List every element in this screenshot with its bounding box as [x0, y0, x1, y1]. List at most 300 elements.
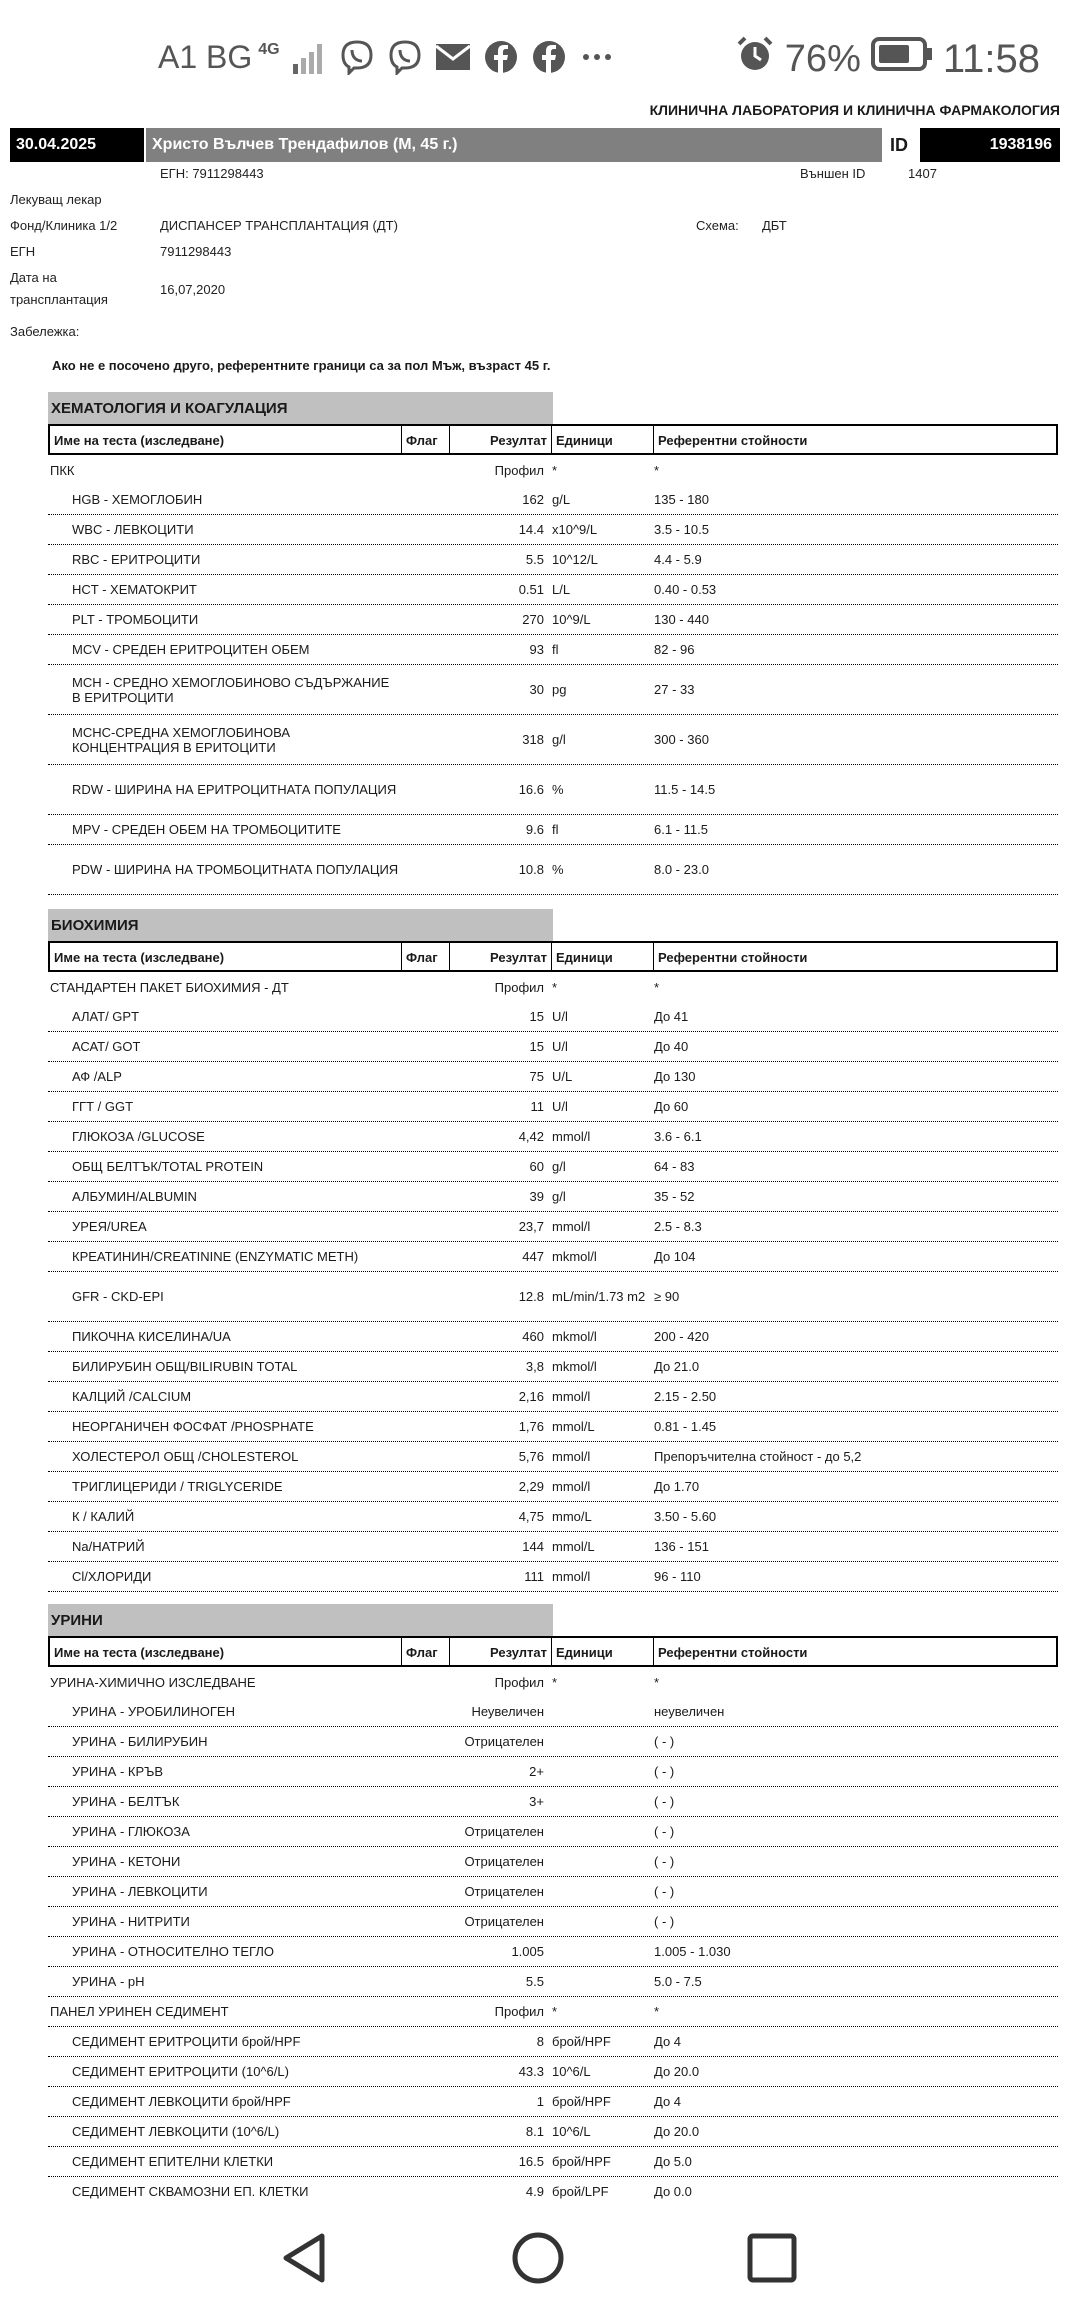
table-row	[48, 1152, 1058, 1182]
fund-label: Фонд/Клиника 1/2	[10, 218, 118, 233]
table-row	[48, 2027, 1058, 2057]
table-row	[48, 1877, 1058, 1907]
cell-reference: До 41	[654, 1009, 689, 1024]
transplant-label-line-1: Дата на	[10, 270, 57, 285]
cell-reference: 136 - 151	[654, 1539, 709, 1554]
table-row	[48, 2117, 1058, 2147]
cell-reference: До 0.0	[654, 2184, 692, 2199]
cell-test-name: ПИКОЧНА КИСЕЛИНА/UA	[72, 1329, 231, 1344]
cell-reference: До 40	[654, 1039, 689, 1054]
cell-test-name: БИЛИРУБИН ОБЩ/BILIRUBIN TOTAL	[72, 1359, 298, 1374]
patient-bar	[10, 128, 1060, 162]
header-result: Резултат	[450, 1638, 552, 1665]
cell-reference: 200 - 420	[654, 1329, 709, 1344]
cell-test-name: СЕДИМЕНТ ЕРИТРОЦИТИ брой/HPF	[72, 2034, 301, 2049]
cell-unit: 10^9/L	[552, 612, 591, 627]
cell-test-name: УРИНА - pH	[72, 1974, 145, 1989]
cell-test-name: ПКК	[50, 462, 75, 478]
mail-icon	[434, 38, 472, 76]
cell-result: 1,76	[518, 1419, 544, 1434]
cell-unit: mmol/l	[552, 1569, 591, 1584]
cell-unit: U/l	[552, 1099, 568, 1114]
cell-reference: До 1.70	[654, 1479, 700, 1494]
recents-icon[interactable]	[744, 2230, 800, 2286]
cell-unit: U/L	[552, 1069, 573, 1084]
transplant-label-line-2: трансплантация	[10, 292, 108, 307]
facebook-icon	[530, 38, 568, 76]
reference-note: Ако не е посочено друго, референтните граници са за пол Мъж, възраст 45 г.	[52, 358, 551, 373]
table-row	[48, 665, 1058, 715]
cell-test-name: HCT - ХЕМАТОКРИТ	[72, 582, 197, 597]
external-id-value: 1407	[908, 166, 937, 181]
cell-reference: 130 - 440	[654, 612, 709, 627]
cell-test-name: УРИНА - ГЛЮКОЗА	[72, 1824, 190, 1839]
cell-test-name: WBC - ЛЕВКОЦИТИ	[72, 522, 194, 537]
table-row	[48, 575, 1058, 605]
cell-unit: g/l	[552, 1189, 566, 1204]
remark-label: Забележка:	[10, 324, 80, 339]
cell-reference: 64 - 83	[654, 1159, 695, 1174]
cell-result: 318	[522, 732, 544, 747]
table-row	[48, 1352, 1058, 1382]
cell-test-name: Na/НАТРИЙ	[72, 1539, 145, 1554]
cell-result: 43.3	[518, 2064, 544, 2079]
home-icon[interactable]	[510, 2230, 566, 2286]
cell-result: 9.6	[525, 822, 544, 837]
cell-test-name: GFR - CKD-EPI	[72, 1289, 164, 1304]
table-header	[48, 941, 1058, 972]
section-urine	[48, 1604, 1058, 2207]
facebook-icon	[482, 38, 520, 76]
header-flag: Флаг	[402, 943, 450, 970]
cell-test-name: КАЛЦИЙ /CALCIUM	[72, 1389, 192, 1404]
cell-test-name: RBC - ЕРИТРОЦИТИ	[72, 552, 201, 567]
cell-unit: mmol/L	[552, 1539, 595, 1554]
cell-result: 5,76	[518, 1449, 544, 1464]
cell-test-name: УРИНА - НИТРИТИ	[72, 1914, 190, 1929]
cell-result: 15	[529, 1039, 544, 1054]
cell-result: 1.005	[511, 1944, 544, 1959]
status-left	[158, 38, 616, 76]
cell-result: 8	[536, 2034, 544, 2049]
table-row	[48, 515, 1058, 545]
cell-reference: 11.5 - 14.5	[654, 782, 716, 797]
cell-result: Профил	[494, 979, 544, 995]
section-title: УРИНИ	[48, 1604, 553, 1636]
table-row	[48, 1697, 1058, 1727]
cell-test-name: PLT - ТРОМБОЦИТИ	[72, 612, 199, 627]
cell-test-name: УРИНА - УРОБИЛИНОГЕН	[72, 1704, 235, 1719]
cell-test-name: MPV - СРЕДЕН ОБЕМ НА ТРОМБОЦИТИТЕ	[72, 822, 341, 837]
clock: 11:58	[942, 36, 1040, 81]
table-row	[48, 1757, 1058, 1787]
cell-result: 16.6	[518, 782, 544, 797]
cell-result: 1	[536, 2094, 544, 2109]
scheme-label: Схема:	[696, 218, 739, 233]
cell-test-name: АФ /ALP	[72, 1069, 122, 1084]
header-result: Резултат	[450, 426, 552, 453]
cell-test-name: ГГТ / GGT	[72, 1099, 134, 1114]
signal-icon	[290, 38, 328, 76]
table-row	[48, 635, 1058, 665]
table-row	[48, 1997, 1058, 2027]
cell-reference: Препоръчителна стойност - до 5,2	[654, 1449, 862, 1464]
table-row	[48, 1122, 1058, 1152]
fund-value: ДИСПАНСЕР ТРАНСПЛАНТАЦИЯ (ДТ)	[160, 218, 398, 233]
egn-label: ЕГН	[10, 244, 36, 259]
more-icon	[578, 38, 616, 76]
cell-test-name: MCHC-СРЕДНА ХЕМОГЛОБИНОВА КОНЦЕНТРАЦИЯ В ЕРИТОЦИТИ	[72, 724, 291, 755]
cell-test-name: УРИНА - КРЪВ	[72, 1764, 164, 1779]
header-flag: Флаг	[402, 1638, 450, 1665]
header-ref: Референтни стойности	[658, 1645, 808, 1660]
cell-reference: *	[654, 979, 660, 995]
cell-unit: брой/HPF	[552, 2034, 611, 2049]
table-row	[48, 1002, 1058, 1032]
header-name: Име на теста (изследване)	[50, 1638, 402, 1665]
cell-result: 2+	[529, 1764, 544, 1779]
section-biochemistry	[48, 909, 1058, 1592]
cell-reference: 3.5 - 10.5	[654, 522, 709, 537]
cell-result: Отрицателен	[464, 1854, 544, 1869]
cell-unit: mmol/L	[552, 1419, 595, 1434]
cell-test-name: Cl/ХЛОРИДИ	[72, 1569, 152, 1584]
cell-reference: 3.50 - 5.60	[654, 1509, 717, 1524]
cell-unit: mmol/l	[552, 1449, 591, 1464]
table-row	[48, 1182, 1058, 1212]
cell-result: 5.5	[525, 1974, 544, 1989]
egn-value: 7911298443	[160, 244, 232, 259]
cell-result: 93	[529, 642, 544, 657]
cell-unit: 10^6/L	[552, 2064, 591, 2079]
cell-result: 8.1	[525, 2124, 544, 2139]
cell-result: 144	[522, 1539, 544, 1554]
table-row	[48, 1532, 1058, 1562]
cell-reference: 2.15 - 2.50	[654, 1389, 717, 1404]
cell-unit: mmol/l	[552, 1479, 591, 1494]
cell-result: Отрицателен	[464, 1884, 544, 1899]
section-hematology	[48, 392, 1058, 895]
cell-result: Профил	[494, 2004, 544, 2019]
cell-test-name: ПАНЕЛ УРИНЕН СЕДИМЕНТ	[50, 2004, 229, 2019]
cell-unit: *	[552, 979, 558, 995]
back-icon[interactable]	[278, 2230, 334, 2286]
cell-reference: неувеличен	[654, 1704, 725, 1719]
header-result: Резултат	[450, 943, 552, 970]
cell-unit: %	[552, 862, 564, 877]
table-row	[48, 1817, 1058, 1847]
cell-result: 111	[524, 1569, 544, 1584]
cell-result: 3,8	[525, 1359, 544, 1374]
cell-reference: *	[654, 2004, 660, 2019]
table-row	[48, 1412, 1058, 1442]
cell-reference: 0.40 - 0.53	[654, 582, 717, 597]
header-unit: Единици	[552, 1638, 654, 1665]
table-row	[48, 485, 1058, 515]
cell-result: 10.8	[518, 862, 544, 877]
cell-result: 75	[529, 1069, 544, 1084]
cell-test-name: ХОЛЕСТЕРОЛ ОБЩ /CHOLESTEROL	[72, 1449, 299, 1464]
table-row	[48, 1937, 1058, 1967]
cell-result: 0.51	[518, 582, 544, 597]
section-title: БИОХИМИЯ	[48, 909, 553, 941]
cell-result: 270	[522, 612, 544, 627]
cell-result: 4,75	[518, 1509, 544, 1524]
cell-reference: *	[654, 462, 660, 478]
table-row	[48, 1272, 1058, 1322]
cell-result: Профил	[494, 462, 544, 478]
cell-unit: mmol/l	[552, 1219, 591, 1234]
cell-unit: mkmol/l	[552, 1359, 597, 1374]
table-row	[48, 2087, 1058, 2117]
table-row	[48, 1382, 1058, 1412]
table-row	[48, 1322, 1058, 1352]
cell-unit: L/L	[552, 582, 571, 597]
viber-icon	[338, 38, 376, 76]
report-date: 30.04.2025	[10, 128, 144, 162]
cell-result: 2,16	[518, 1389, 544, 1404]
cell-reference: 2.5 - 8.3	[654, 1219, 702, 1234]
cell-unit: fl	[552, 642, 559, 657]
cell-test-name: PDW - ШИРИНА НА ТРОМБОЦИТНАТА ПОПУЛАЦИЯ	[72, 862, 399, 877]
cell-reference: 1.005 - 1.030	[654, 1944, 731, 1959]
cell-result: 30	[529, 682, 544, 697]
cell-result: 11	[530, 1099, 544, 1114]
cell-test-name: К / КАЛИЙ	[72, 1509, 135, 1524]
table-row	[48, 1727, 1058, 1757]
cell-test-name: ТРИГЛИЦЕРИДИ / TRIGLYCERIDE	[72, 1479, 283, 1494]
cell-reference: 6.1 - 11.5	[654, 822, 708, 837]
table-row	[48, 1472, 1058, 1502]
cell-reference: До 21.0	[654, 1359, 700, 1374]
table-header	[48, 424, 1058, 455]
doctor-label: Лекуващ лекар	[10, 192, 102, 207]
cell-result: 12.8	[518, 1289, 544, 1304]
cell-result: 23,7	[518, 1219, 544, 1234]
table-row	[48, 1847, 1058, 1877]
cell-reference: 3.6 - 6.1	[654, 1129, 702, 1144]
table-rows	[48, 972, 1058, 1592]
cell-result: 2,29	[518, 1479, 544, 1494]
header-name: Име на теста (изследване)	[50, 426, 402, 453]
cell-test-name: ОБЩ БЕЛТЪК/TOTAL PROTEIN	[72, 1159, 264, 1174]
table-row	[48, 815, 1058, 845]
cell-reference: ( - )	[654, 1914, 675, 1929]
carrier-label: A1 BG	[158, 38, 253, 75]
header-ref: Референтни стойности	[658, 433, 808, 448]
cell-result: 162	[522, 492, 544, 507]
cell-test-name: УРИНА - КЕТОНИ	[72, 1854, 181, 1869]
cell-unit: %	[552, 782, 564, 797]
cell-reference: *	[654, 1674, 660, 1690]
table-row	[48, 1212, 1058, 1242]
cell-test-name: НЕОРГАНИЧЕН ФОСФАТ /PHOSPHATE	[72, 1419, 314, 1434]
cell-unit: g/l	[552, 1159, 566, 1174]
section-title: ХЕМАТОЛОГИЯ И КОАГУЛАЦИЯ	[48, 392, 553, 424]
cell-reference: До 20.0	[654, 2124, 700, 2139]
cell-test-name: MCV - СРЕДЕН ЕРИТРОЦИТЕН ОБЕМ	[72, 642, 310, 657]
table-row	[48, 1242, 1058, 1272]
cell-unit: g/L	[552, 492, 571, 507]
cell-result: 14.4	[518, 522, 544, 537]
cell-unit: mkmol/l	[552, 1329, 597, 1344]
header-name: Име на теста (изследване)	[50, 943, 402, 970]
table-row	[48, 1787, 1058, 1817]
cell-reference: До 5.0	[654, 2154, 692, 2169]
cell-reference: 5.0 - 7.5	[654, 1974, 702, 1989]
cell-test-name: ГЛЮКОЗА /GLUCOSE	[72, 1129, 205, 1144]
cell-unit: 10^12/L	[552, 552, 598, 567]
table-header	[48, 1636, 1058, 1667]
cell-result: Отрицателен	[464, 1824, 544, 1839]
cell-result: 60	[529, 1159, 544, 1174]
cell-reference: ( - )	[654, 1734, 675, 1749]
cell-test-name: УРИНА - БИЛИРУБИН	[72, 1734, 208, 1749]
table-row	[48, 455, 1058, 485]
cell-test-name: СЕДИМЕНТ ЛЕВКОЦИТИ брой/HPF	[72, 2094, 291, 2109]
network-label: 4G	[258, 41, 280, 58]
cell-reference: 35 - 52	[654, 1189, 695, 1204]
table-row	[48, 845, 1058, 895]
cell-result: 5.5	[525, 552, 544, 567]
cell-reference: ( - )	[654, 1824, 675, 1839]
cell-test-name: АЛАТ/ GPT	[72, 1009, 140, 1024]
cell-unit: брой/LPF	[552, 2184, 609, 2199]
cell-result: 3+	[529, 1794, 544, 1809]
navigation-bar	[0, 2200, 1080, 2310]
external-id-label: Външен ID	[800, 166, 866, 181]
cell-unit: g/l	[552, 732, 566, 747]
cell-reference: До 4	[654, 2034, 682, 2049]
cell-test-name: АСАТ/ GOT	[72, 1039, 141, 1054]
battery-icon	[871, 37, 933, 81]
alarm-icon	[735, 34, 775, 84]
cell-reference: До 4	[654, 2094, 682, 2109]
table-rows	[48, 455, 1058, 895]
cell-unit: *	[552, 1674, 558, 1690]
table-row	[48, 715, 1058, 765]
cell-result: 460	[522, 1329, 544, 1344]
id-value: 1938196	[920, 128, 1060, 162]
cell-result: 39	[529, 1189, 544, 1204]
cell-test-name: СЕДИМЕНТ СКВАМОЗНИ ЕП. КЛЕТКИ	[72, 2184, 309, 2199]
table-row	[48, 1032, 1058, 1062]
cell-reference: До 60	[654, 1099, 689, 1114]
cell-reference: ( - )	[654, 1794, 675, 1809]
cell-unit: mkmol/l	[552, 1249, 597, 1264]
table-row	[48, 1092, 1058, 1122]
cell-reference: 300 - 360	[654, 732, 709, 747]
battery-percent: 76%	[784, 37, 861, 80]
cell-unit: fl	[552, 822, 559, 837]
cell-reference: 135 - 180	[654, 492, 709, 507]
cell-result: 447	[522, 1249, 544, 1264]
cell-unit: брой/HPF	[552, 2154, 611, 2169]
cell-unit: mmol/l	[552, 1389, 591, 1404]
cell-test-name: УРЕЯ/UREA	[72, 1219, 147, 1234]
transplant-date: 16,07,2020	[160, 282, 226, 297]
cell-result: 15	[529, 1009, 544, 1024]
cell-unit: mL/min/1.73 m2	[552, 1289, 646, 1304]
table-row	[48, 605, 1058, 635]
table-row	[48, 2147, 1058, 2177]
cell-test-name: СЕДИМЕНТ ЕПИТЕЛНИ КЛЕТКИ	[72, 2154, 274, 2169]
header-ref: Референтни стойности	[658, 950, 808, 965]
table-row	[48, 1062, 1058, 1092]
cell-test-name: КРЕАТИНИН/CREATININE (ENZYMATIC METH)	[72, 1249, 359, 1264]
cell-test-name: MCH - СРЕДНО ХЕМОГЛОБИНОВО СЪДЪРЖАНИЕ В ЕРИТРОЦИТИ	[72, 674, 390, 705]
cell-test-name: СЕДИМЕНТ ЕРИТРОЦИТИ (10^6/L)	[72, 2064, 289, 2079]
cell-test-name: УРИНА - ЛЕВКОЦИТИ	[72, 1884, 208, 1899]
header-unit: Единици	[552, 426, 654, 453]
cell-reference: До 104	[654, 1249, 696, 1264]
cell-reference: ( - )	[654, 1854, 675, 1869]
patient-name: Христо Вълчев Трендафилов (М, 45 г.)	[146, 128, 882, 162]
cell-test-name: АЛБУМИН/ALBUMIN	[72, 1189, 197, 1204]
cell-unit: mmo/L	[552, 1509, 592, 1524]
status-right	[735, 34, 1040, 84]
cell-unit: pg	[552, 682, 567, 697]
cell-reference: 8.0 - 23.0	[654, 862, 709, 877]
cell-test-name: УРИНА - БЕЛТЪК	[72, 1794, 180, 1809]
cell-test-name: СТАНДАРТЕН ПАКЕТ БИОХИМИЯ - ДТ	[50, 979, 289, 995]
cell-result: Неувеличен	[471, 1704, 544, 1719]
cell-unit: 10^6/L	[552, 2124, 591, 2139]
cell-reference: 0.81 - 1.45	[654, 1419, 717, 1434]
viber-icon	[386, 38, 424, 76]
table-row	[48, 1502, 1058, 1532]
table-row	[48, 1442, 1058, 1472]
cell-unit: брой/HPF	[552, 2094, 611, 2109]
cell-reference: 27 - 33	[654, 682, 695, 697]
cell-reference: ≥ 90	[654, 1289, 680, 1304]
cell-reference: ( - )	[654, 1764, 675, 1779]
table-row	[48, 765, 1058, 815]
cell-result: 4,42	[518, 1129, 544, 1144]
cell-test-name: HGB - ХЕМОГЛОБИН	[72, 492, 203, 507]
cell-reference: До 130	[654, 1069, 696, 1084]
institution-name: КЛИНИЧНА ЛАБОРАТОРИЯ И КЛИНИЧНА ФАРМАКОЛОГИЯ	[649, 102, 1060, 118]
cell-test-name: УРИНА - ОТНОСИТЕЛНО ТЕГЛО	[72, 1944, 274, 1959]
table-row	[48, 1562, 1058, 1592]
header-unit: Единици	[552, 943, 654, 970]
table-row	[48, 1967, 1058, 1997]
cell-result: Отрицателен	[464, 1914, 544, 1929]
cell-unit: mmol/l	[552, 1129, 591, 1144]
cell-result: Отрицателен	[464, 1734, 544, 1749]
table-row	[48, 545, 1058, 575]
cell-reference: До 20.0	[654, 2064, 700, 2079]
egn-line: ЕГН: 7911298443	[160, 166, 264, 181]
cell-reference: 96 - 110	[654, 1569, 701, 1584]
cell-reference: ( - )	[654, 1884, 675, 1899]
table-row	[48, 1667, 1058, 1697]
id-label: ID	[890, 135, 908, 155]
table-row	[48, 972, 1058, 1002]
cell-test-name: RDW - ШИРИНА НА ЕРИТРОЦИТНАТА ПОПУЛАЦИЯ	[72, 782, 397, 797]
table-rows	[48, 1667, 1058, 2207]
cell-unit: x10^9/L	[552, 522, 598, 537]
cell-unit: U/l	[552, 1009, 568, 1024]
cell-result: Профил	[494, 1674, 544, 1690]
cell-test-name: СЕДИМЕНТ ЛЕВКОЦИТИ (10^6/L)	[72, 2124, 280, 2139]
cell-test-name: УРИНА-ХИМИЧНО ИЗСЛЕДВАНЕ	[50, 1674, 256, 1690]
table-row	[48, 1907, 1058, 1937]
cell-unit: *	[552, 2004, 558, 2019]
cell-unit: *	[552, 462, 558, 478]
header-flag: Флаг	[402, 426, 450, 453]
status-bar	[0, 0, 1080, 110]
